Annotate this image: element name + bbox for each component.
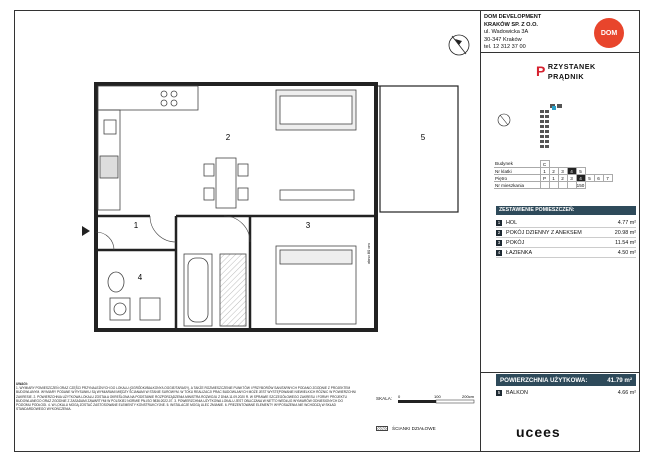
building-table-cell	[549, 182, 558, 189]
room-area: 4.50 m²	[617, 249, 636, 256]
building-table-label: Nr klatki	[494, 168, 540, 175]
rooms-list	[496, 218, 636, 258]
dining-table-icon	[204, 158, 248, 208]
divider	[480, 52, 640, 53]
brand-logo: ucees	[516, 424, 561, 440]
balcony-area: 4.66 m²	[617, 389, 636, 396]
room-row	[496, 218, 636, 228]
notes-text: 1. WYMIARY POMIESZCZEŃ ORAZ CZĘŚCI PRZYNALEŻNYCH DO LOKALU (OGRÓDKI/BALKONY/LOGGIE/TARASY), A TAKŻE ROZMIESZCZENIE PUNKTÓW I PRZYBORÓW SANITARNYCH PODANO ZGODNIE Z PROJEKTEM BUDOWLANYM. WYMIARY PODANE W RYSUNKU SĄ WYMIARAMI MIĘDZY ŚCIANAMI W STANIE SUROWYM. W TOKU REALIZACJI PRAC BUDOWLANYCH MOŻE JEST WYSTĘPOWANIE NIEWIELKICH RÓŻNIC W POWIERZCHNI ZAKRESIE. 2. POWIERZCHNIA UŻYTKOWA LOKALU ZOSTAŁA OKREŚLONA NA PODSTAWIE ROZPORZĄDZENIA MINISTRA ROZWOJU Z DNIA 11.09.2020 R. W SPRAWIE SZCZEGÓŁOWEGO ZAKRESU I FORMY PROJEKTU BUDOWLANEGO ORAZ ZGODNIE Z ZASADAMI ZAWARTYMI W POLSKIEJ NORMIE PN-ISO 9836:2022-07. 3. POWIERZCHNIA UŻYTKOWA LOKALU JEST OBLICZANA W NETTO WEDŁUG WYMIARÓW ODNIESIONYCH DO POZIOMU PODŁOGI. 4. W LOKALU MOGĄ ZOSTAĆ ZASTOSOWANE ELEMENTY KONSTRUKCYJNE. 5. INSTALACJE MOGĄ ULEC ZMIANIE. 6. PREZENTOWANE ELEMENTY WYPOSAŻENIA NIE WCHODZĄ W SKŁAD STANDARDOWEGO WYKOŃCZENIA.	[16, 386, 356, 412]
building-table-cell: 6	[594, 175, 603, 182]
building-table-cell: 1	[540, 168, 549, 175]
building-table	[494, 160, 613, 189]
window-note: okno 80 cm	[366, 243, 371, 264]
building-table-cell: 4	[567, 168, 576, 175]
building-table-label: Nr mieszkania	[494, 182, 540, 189]
balcony-name: BALKON	[506, 389, 528, 396]
site-map-thumbnail	[490, 96, 610, 158]
toilet-icon	[108, 272, 124, 292]
building-table-cell: 2	[558, 175, 567, 182]
scale-tick: 200cm	[462, 394, 475, 399]
project-logo	[536, 62, 596, 82]
room-row	[496, 228, 636, 238]
building-table-cell: 5	[576, 168, 585, 175]
building-table-label: Budynek	[494, 161, 540, 168]
wardrobe-icon	[220, 254, 246, 326]
floor-plan	[80, 76, 470, 336]
project-logo-letter: P	[536, 63, 546, 79]
scale	[376, 396, 392, 401]
building-table-cell: 3	[558, 168, 567, 175]
building-table-cell: 3	[567, 175, 576, 182]
balcony-row	[496, 388, 636, 397]
door-icon	[96, 232, 114, 250]
divider	[480, 372, 640, 373]
door-icon	[224, 216, 250, 242]
compass-icon	[446, 32, 472, 58]
usable-area-value: 41.79 m²	[607, 376, 632, 384]
room-row	[496, 248, 636, 258]
building-table-cell	[540, 182, 549, 189]
hatch-swatch	[376, 426, 388, 431]
building-table-cell: 4	[576, 175, 585, 182]
scale-tick: 100	[434, 394, 441, 399]
room-row	[496, 238, 636, 248]
room-name: POKÓJ	[506, 239, 525, 246]
notes-title: UWAGI:	[16, 382, 28, 386]
project-logo-line2: PRĄDNIK	[547, 72, 585, 81]
room-area: 11.54 m²	[615, 239, 636, 246]
building-table-cell	[567, 182, 576, 189]
building-table-row	[494, 175, 612, 182]
tv-cabinet-icon	[280, 190, 354, 200]
room-num: 2	[497, 230, 501, 235]
building-table-cell: C	[540, 161, 549, 168]
rooms-header: ZESTAWIENIE POMIESZCZEŃ:	[496, 206, 636, 215]
building-table-row	[494, 182, 612, 189]
room-label: 3	[305, 221, 311, 230]
building-table-cell	[558, 182, 567, 189]
room-label: 1	[133, 221, 139, 230]
company-name-2: KRAKÓW SP. Z O.O.	[484, 21, 538, 28]
room-label: 4	[137, 273, 143, 282]
sink-icon	[140, 298, 160, 320]
balcony-num: 5	[497, 390, 501, 395]
room-name: ŁAZIENKA	[506, 249, 533, 256]
scale-tick: 0	[398, 394, 401, 399]
company-city: 30-347 Kraków	[484, 36, 522, 43]
building-table-cell: 150	[576, 182, 585, 188]
room-num: 4	[497, 250, 501, 255]
notes	[16, 382, 356, 411]
bed-icon	[276, 246, 356, 324]
scale-label: SKALA:	[376, 396, 393, 401]
building-table-row	[494, 161, 612, 168]
legend-partition-walls	[376, 426, 436, 431]
entrance-icon	[82, 226, 90, 236]
sofa-icon	[276, 90, 356, 130]
company-info	[484, 14, 594, 52]
balcony-outline	[380, 86, 458, 212]
room-area: 20.98 m²	[614, 229, 636, 236]
company-street: ul. Wadowicka 3A	[484, 29, 529, 35]
company-name-1: DOM DEVELOPMENT	[484, 14, 542, 20]
building-table-label: Piętro	[494, 175, 540, 182]
room-name: POKÓJ DZIENNY Z ANEKSEM	[506, 229, 582, 236]
building-table-cell: 1	[549, 175, 558, 182]
building-table-cell: 7	[603, 175, 612, 182]
legend-label: ŚCIANKI DZIAŁOWE	[392, 426, 436, 431]
building-table-row	[494, 168, 612, 175]
building-table-cell: 2	[549, 168, 558, 175]
room-label: 5	[420, 133, 426, 142]
scale-bar	[396, 392, 476, 406]
project-logo-line1: RZYSTANEK	[547, 62, 596, 71]
room-label: 2	[225, 133, 231, 142]
kitchen-counter	[98, 86, 198, 210]
room-name: HOL	[506, 219, 518, 226]
dom-logo: DOM	[594, 18, 624, 48]
room-area: 4.77 m²	[617, 219, 636, 226]
usable-area-bar	[496, 374, 636, 386]
room-num: 3	[497, 240, 501, 245]
building-table-cell: P	[540, 175, 549, 182]
building-table-cell: 5	[585, 175, 594, 182]
usable-area-label: POWIERZCHNIA UŻYTKOWA:	[500, 376, 588, 384]
company-phone: tel. 12 312 37 00	[484, 44, 526, 50]
door-icon	[150, 216, 176, 242]
bathtub-icon	[184, 254, 212, 326]
room-num: 1	[497, 220, 501, 225]
